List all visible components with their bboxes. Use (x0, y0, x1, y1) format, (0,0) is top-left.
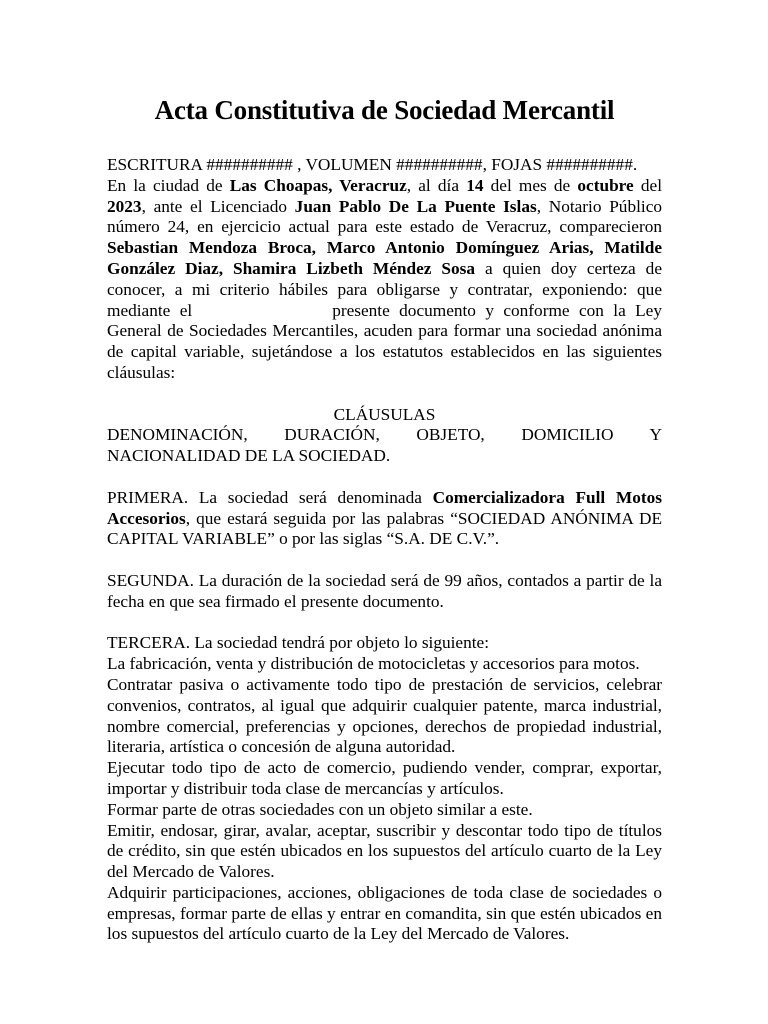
clausulas-heading: CLÁUSULAS (333, 404, 436, 424)
month-value: octubre (577, 175, 634, 195)
section-heading-line-1: DENOMINACIÓN, DURACIÓN, OBJETO, DOMICILIO Y (107, 425, 662, 445)
header-line: ESCRITURA ########## , VOLUMEN ##########, FOJAS ##########. (107, 155, 638, 174)
intro-text: del (633, 175, 662, 195)
intro-text: , ante el Licenciado (141, 196, 295, 216)
objeto-item: Ejecutar todo tipo de acto de comercio, pudiendo vender, comprar, exportar, importar y distribuir toda clase de mercancías y artículos. (107, 758, 662, 798)
objeto-item: Emitir, endosar, girar, avalar, aceptar, suscribir y descontar todo tipo de títulos de crédito, sin que estén ubicados en los supuestos del artículo cuarto de la Ley del Mercado de Valores. (107, 820, 662, 882)
clause-tercera-heading: TERCERA. La sociedad tendrá por objeto lo siguiente: (107, 633, 490, 653)
objeto-item: Adquirir participaciones, acciones, obligaciones de toda clase de sociedades o empresas, formar parte de ellas y entrar en comandita, sin que estén ubicados en los supuestos del artículo cuarto de la Ley del Mercado de Valores. (107, 882, 662, 944)
intro-paragraph (107, 176, 662, 384)
document-body (107, 155, 662, 945)
paragraph-gap (107, 550, 662, 571)
company-name: Comercializadora Full Motos Accesorios (107, 487, 662, 528)
paragraph-gap (107, 613, 662, 634)
year-value: 2023 (107, 196, 142, 216)
paragraph-gap (107, 384, 662, 405)
clause-text: , que estará seguida por las palabras “SOCIEDAD ANÓNIMA DE CAPITAL VARIABLE” o por las siglas “S.A. DE C.V.”. (107, 508, 662, 549)
objeto-item: Contratar pasiva o activamente todo tipo de prestación de servicios, celebrar convenios, contratos, al igual que adquirir cualquier patente, marca industrial, nombre comercial, preferencias y opciones, derechos de propiedad industrial, literaria, artística o concesión de alguna autoridad. (107, 674, 662, 757)
document-title: Acta Constitutiva de Sociedad Mercantil (154, 95, 615, 125)
objeto-item: La fabricación, venta y distribución de motocicletas y accesorios para motos. (107, 654, 640, 674)
intro-text: En la ciudad de (107, 175, 230, 195)
intro-text: presente documento y conforme con la Ley General de Sociedades Mercantiles, acuden para formar una sociedad anónima de capital variable, sujetándose a los estatutos establecidos en las siguientes cláusulas: (107, 300, 662, 382)
intro-text: , Notario Público número 24, en ejercicio actual para este estado de Veracruz, comparecieron (107, 196, 663, 237)
clause-primera (107, 488, 662, 550)
clause-segunda: SEGUNDA. La duración de la sociedad será de 99 años, contados a partir de la fecha en que sea firmado el presente documento. (107, 570, 662, 611)
clause-text: PRIMERA. La sociedad será denominada (107, 487, 433, 507)
section-heading-line-2: NACIONALIDAD DE LA SOCIEDAD. (107, 446, 391, 466)
objeto-item: Formar parte de otras sociedades con un objeto similar a este. (107, 799, 533, 819)
day-value: 14 (466, 175, 484, 195)
partner-names: Sebastian Mendoza Broca, Marco Antonio Domínguez Arias, Matilde González Diaz, Shamira Lizbeth Méndez Sosa (107, 238, 662, 278)
document-page (107, 0, 662, 945)
intro-text: a quien doy certeza de conocer, a mi criterio hábiles para obligarse y contratar, exponiendo: que mediante el (107, 258, 662, 320)
intro-text: del mes de (483, 175, 578, 195)
paragraph-gap (107, 467, 662, 488)
notary-name: Juan Pablo De La Puente Islas (294, 196, 537, 216)
intro-text: , al día (406, 175, 467, 195)
city-name: Las Choapas, Veracruz (229, 175, 407, 195)
